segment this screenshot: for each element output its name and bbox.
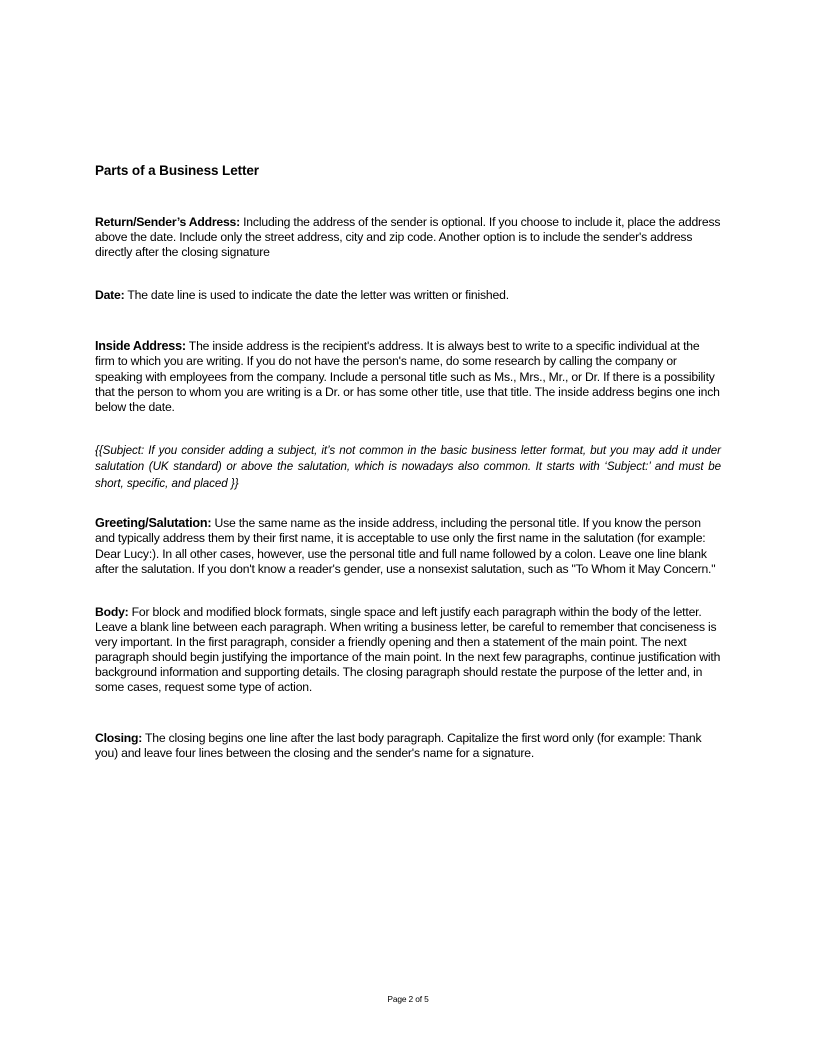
spacer	[95, 303, 721, 339]
section-label-body: Body:	[95, 604, 129, 619]
spacer	[95, 415, 721, 443]
section-text-closing: The closing begins one line after the last body paragraph. Capitalize the first word only (for example: Thank you) and leave four lines between the closing and the sender's name for a signature.	[95, 731, 702, 761]
section-return-sender-address	[95, 215, 721, 260]
page-footer: Page 2 of 5	[387, 994, 429, 1004]
section-label-closing: Closing:	[95, 731, 143, 746]
section-inside-address	[95, 339, 721, 414]
section-text-greeting-salutation: Use the same name as the inside address, including the personal title. If you know the person and typically address them by their first name, it is acceptable to use only the first name in the salutation (for example: Dear Lucy:). In all other cases, however, use the personal title and full name followed by a colon. Leave one line blank after the salutation. If you don't know a reader's gender, use a nonsexist salutation, such as "To Whom it May Concern."	[95, 516, 716, 576]
section-date	[95, 288, 721, 303]
section-text-return-sender-address: Including the address of the sender is optional. If you choose to include it, place the address above the date. Include only the street address, city and zip code. Another option is to include the sender's address directly after the closing signature	[95, 215, 721, 260]
spacer	[95, 492, 721, 516]
spacer	[95, 577, 721, 605]
section-label-return-sender-address: Return/Sender’s Address:	[95, 215, 240, 229]
spacer	[95, 179, 721, 215]
spacer	[95, 260, 721, 288]
section-closing	[95, 731, 721, 761]
section-label-greeting-salutation: Greeting/Salutation:	[95, 516, 212, 531]
document-body	[95, 163, 721, 761]
section-label-date: Date:	[95, 288, 125, 303]
section-label-inside-address: Inside Address:	[95, 339, 186, 354]
subject-note: {{Subject: If you consider adding a subject, it’s not common in the basic business letter format, but you may add it under salutation (UK standard) or above the salutation, which is nowadays also common. It starts with ‘Subject:’ and must be short, specific, and placed }}	[95, 443, 721, 490]
page-title: Parts of a Business Letter	[95, 163, 259, 178]
spacer	[95, 695, 721, 731]
section-body	[95, 605, 721, 696]
section-text-date: The date line is used to indicate the date the letter was written or finished.	[124, 288, 509, 303]
section-greeting-salutation	[95, 516, 721, 576]
section-text-body: For block and modified block formats, single space and left justify each paragraph within the body of the letter. Leave a blank line between each paragraph. When writing a business letter, be careful to remember that conciseness is very important. In the first paragraph, consider a friendly opening and then a statement of the main point. The next paragraph should begin justifying the importance of the main point. In the next few paragraphs, continue justification with background information and supporting details. The closing paragraph should restate the purpose of the letter and, in some cases, request some type of action.	[95, 604, 721, 695]
section-text-inside-address: The inside address is the recipient's address. It is always best to write to a specific individual at the firm to which you are writing. If you do not have the person's name, do some research by calling the company or speaking with employees from the company. Include a personal title such as Ms., Mrs., Mr., or Dr. If there is a possibility that the person to whom you are writing is a Dr. or has some other title, use that title. The inside address begins one inch below the date.	[95, 339, 720, 414]
